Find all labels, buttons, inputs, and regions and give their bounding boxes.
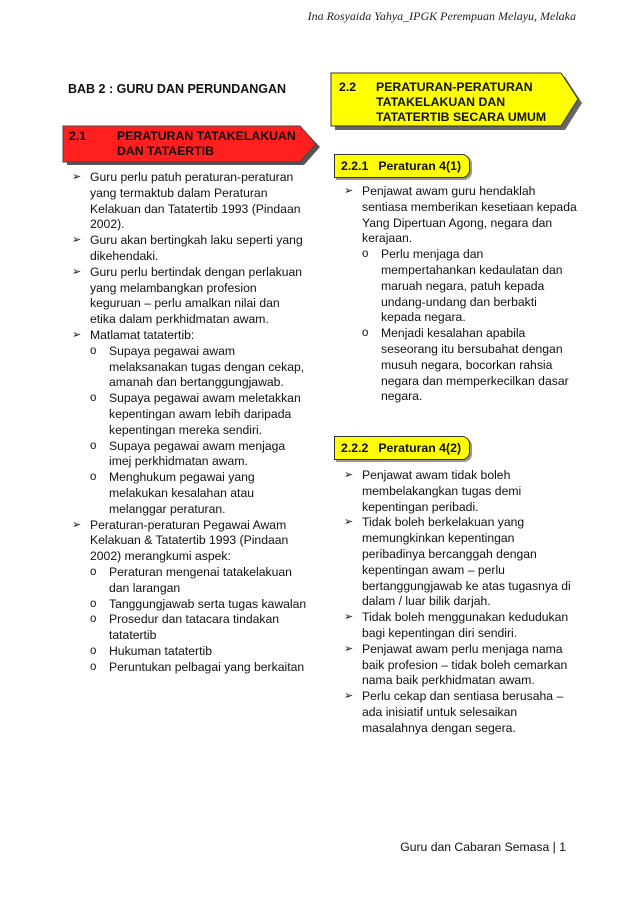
bullet-item bbox=[68, 518, 308, 676]
left-bullet-list bbox=[68, 170, 308, 676]
sub-bullet-text: Hukuman tatatertib bbox=[109, 643, 212, 658]
circle-bullet-icon: o bbox=[90, 660, 97, 673]
right-bullet-list-1 bbox=[340, 184, 580, 405]
sub-bullet-item bbox=[90, 612, 308, 644]
sub-bullet-text: Peruntukan pelbagai yang berkaitan bbox=[109, 659, 305, 674]
section-2-1-banner bbox=[62, 125, 320, 165]
right-column-part-1 bbox=[340, 184, 580, 405]
bullet-text: Guru perlu patuh peraturan-peraturan yang termaktub dalam Peraturan Kelakuan dan Tatatertib 1993 (Pindaan 2002). bbox=[90, 170, 301, 232]
bullet-item bbox=[68, 233, 308, 265]
sub-bullet-list bbox=[90, 565, 308, 676]
bullet-item bbox=[340, 610, 580, 642]
bullet-item bbox=[68, 170, 308, 233]
sub-bullet-text: Menjadi kesalahan apabila seseorang itu bersubahat dengan musuh negara, bocorkan rahsia negara dan memperkecilkan dasar negara. bbox=[381, 326, 569, 404]
right-bullet-list-2 bbox=[340, 468, 580, 737]
sub-bullet-item bbox=[90, 660, 308, 676]
bullet-text: Tidak boleh berkelakuan yang memungkinkan kepentingan peribadinya bercanggah dengan kepentingan awam – perlu bertanggungjawab ke atas tugasnya di dalam / luar bilik darjah. bbox=[362, 515, 571, 609]
sub-bullet-item bbox=[90, 439, 308, 471]
circle-bullet-icon: o bbox=[90, 644, 97, 657]
bullet-text: Penjawat awam perlu menjaga nama baik profesion – tidak boleh cemarkan nama baik perkhidmatan awam. bbox=[362, 641, 568, 688]
circle-bullet-icon: o bbox=[90, 344, 97, 357]
sub-bullet-item bbox=[90, 644, 308, 660]
sub-bullet-text: Peraturan mengenai tatakelakuan dan larangan bbox=[109, 564, 292, 595]
sub-bullet-item bbox=[90, 470, 308, 517]
bullet-text: Guru akan bertingkah laku seperti yang dikehendaki. bbox=[90, 233, 303, 263]
sub-bullet-item bbox=[90, 344, 308, 391]
page-footer: Guru dan Cabaran Semasa | 1 bbox=[400, 840, 566, 854]
bullet-text: Peraturan-peraturan Pegawai Awam Kelakuan & Tatatertib 1993 (Pindaan 2002) merangkumi aspek: bbox=[90, 517, 289, 564]
sub-bullet-text: Supaya pegawai awam menjaga imej perkhidmatan awam. bbox=[109, 438, 286, 469]
section-2-1-title: PERATURAN TATAKELAKUAN DAN TATAERTIB bbox=[117, 129, 296, 158]
arrow-bullet-icon: ➢ bbox=[72, 328, 82, 341]
sub-bullet-text: Supaya pegawai awam melaksanakan tugas dengan cekap, amanah dan bertanggungjawab. bbox=[109, 343, 305, 390]
circle-bullet-icon: o bbox=[90, 613, 97, 626]
sub-bullet-list bbox=[90, 344, 308, 518]
section-2-2-title: PERATURAN-PERATURAN TATAKELAKUAN DAN TATATERTIB SECARA UMUM bbox=[376, 80, 547, 124]
section-2-1-number: 2.1 bbox=[69, 129, 87, 143]
section-2-2-number: 2.2 bbox=[339, 80, 357, 94]
bullet-item bbox=[68, 328, 308, 518]
bullet-text: Perlu cekap dan sentiasa berusaha – ada inisiatif untuk selesaikan masalahnya dengan segera. bbox=[362, 689, 564, 735]
sub-bullet-text: Supaya pegawai awam meletakkan kepentingan awam lebih daripada kepentingan mereka sendiri. bbox=[109, 391, 301, 437]
arrow-bullet-icon: ➢ bbox=[72, 518, 82, 531]
arrow-bullet-icon: ➢ bbox=[344, 642, 354, 655]
arrow-bullet-icon: ➢ bbox=[72, 171, 82, 183]
circle-bullet-icon: o bbox=[90, 597, 97, 610]
circle-bullet-icon: o bbox=[90, 439, 97, 452]
bullet-text: Tidak boleh menggunakan kedudukan bagi kepentingan diri sendiri. bbox=[362, 610, 569, 640]
arrow-bullet-icon: ➢ bbox=[344, 611, 354, 624]
right-column-part-2 bbox=[340, 468, 580, 737]
sub-bullet-text: Perlu menjaga dan mempertahankan kedaulatan dan maruah negara, patuh kepada undang-undang dan berbakti kepada negara. bbox=[381, 247, 563, 325]
arrow-bullet-icon: ➢ bbox=[344, 690, 354, 703]
circle-bullet-icon: o bbox=[362, 327, 369, 340]
sub-bullet-list bbox=[362, 247, 580, 405]
subsection-2-2-1-title: Peraturan 4(1) bbox=[378, 159, 462, 173]
bullet-text: Guru perlu bertindak dengan perlakuan yang melambangkan profesion keguruan – perlu amalkan nilai dan etika dalam perkhidmatan awam. bbox=[90, 264, 303, 327]
sub-bullet-item bbox=[90, 597, 308, 613]
sub-bullet-text: Prosedur dan tatacara tindakan tatatertib bbox=[109, 612, 280, 643]
arrow-bullet-icon: ➢ bbox=[72, 265, 82, 278]
bullet-text: Matlamat tatatertib: bbox=[90, 327, 195, 342]
sub-bullet-item bbox=[362, 247, 580, 326]
sub-bullet-text: Tanggungjawab serta tugas kawalan bbox=[109, 596, 307, 611]
subsection-2-2-1-number: 2.2.1 bbox=[341, 159, 369, 173]
page-header: Ina Rosyaida Yahya_IPGK Perempuan Melayu, Melaka bbox=[307, 9, 576, 23]
arrow-bullet-icon: ➢ bbox=[344, 185, 354, 197]
arrow-bullet-icon: ➢ bbox=[72, 234, 82, 247]
left-column bbox=[68, 170, 308, 676]
sub-bullet-item bbox=[362, 326, 580, 405]
bullet-text: Penjawat awam guru hendaklah sentiasa memberikan kesetiaan kepada Yang Dipertuan Agong, negara dan kerajaan. bbox=[362, 184, 577, 246]
arrow-bullet-icon: ➢ bbox=[344, 469, 354, 481]
section-2-2-banner bbox=[330, 72, 580, 128]
circle-bullet-icon: o bbox=[90, 392, 97, 405]
circle-bullet-icon: o bbox=[90, 471, 97, 484]
bullet-item bbox=[340, 689, 580, 736]
subsection-2-2-2-title: Peraturan 4(2) bbox=[378, 441, 462, 455]
bullet-item bbox=[340, 515, 580, 610]
chapter-title: BAB 2 : GURU DAN PERUNDANGAN bbox=[68, 82, 287, 96]
sub-bullet-text: Menghukum pegawai yang melakukan kesalahan atau melanggar peraturan. bbox=[109, 470, 255, 516]
arrow-bullet-icon: ➢ bbox=[344, 516, 354, 529]
circle-bullet-icon: o bbox=[90, 565, 97, 578]
sub-bullet-item bbox=[90, 391, 308, 438]
bullet-item bbox=[68, 265, 308, 328]
bullet-item bbox=[340, 642, 580, 689]
bullet-text: Penjawat awam tidak boleh membelakangkan tugas demi kepentingan peribadi. bbox=[362, 468, 522, 514]
subsection-2-2-2-number: 2.2.2 bbox=[341, 441, 369, 455]
circle-bullet-icon: o bbox=[362, 248, 369, 261]
sub-bullet-item bbox=[90, 565, 308, 597]
bullet-item bbox=[340, 468, 580, 515]
bullet-item bbox=[340, 184, 580, 405]
